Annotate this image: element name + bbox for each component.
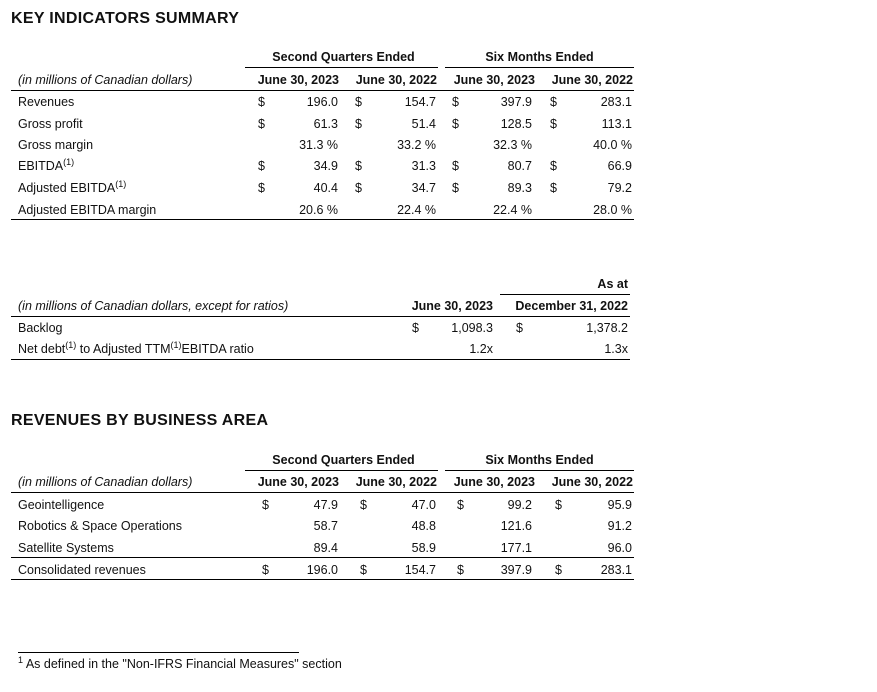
backlog-col-header-2: December 31, 2022 <box>515 299 628 313</box>
backlog-col-header-1: June 30, 2023 <box>411 299 493 313</box>
currency-symbol: $ <box>360 498 367 512</box>
ki-cell-value: 34.7 <box>411 181 436 195</box>
ki-row-label: Gross margin <box>18 138 94 152</box>
backlog-dollar-1: $ <box>412 321 419 335</box>
currency-symbol: $ <box>555 563 562 577</box>
rba-cell-value: 91.2 <box>607 519 632 533</box>
ki-header-rule <box>11 90 634 91</box>
rba-cell-value: 47.9 <box>313 498 338 512</box>
backlog-row-label: Backlog <box>18 321 63 335</box>
rba-row-label: Robotics & Space Operations <box>18 519 182 533</box>
currency-symbol: $ <box>550 181 557 195</box>
currency-symbol: $ <box>258 181 265 195</box>
currency-symbol: $ <box>457 563 464 577</box>
ki-cell-value: 66.9 <box>607 159 632 173</box>
currency-symbol: $ <box>355 181 362 195</box>
rba-col-header-3: June 30, 2023 <box>453 475 535 489</box>
backlog-header-rule <box>11 316 630 317</box>
ki-row-label: Adjusted EBITDA$^{(1)}$ <box>18 178 127 195</box>
ki-cell-value: 31.3 % <box>299 138 338 152</box>
rba-col-header-4: June 30, 2022 <box>551 475 633 489</box>
currency-symbol: $ <box>452 181 459 195</box>
rba-bottom-rule <box>11 579 634 580</box>
ki-group-underline-1 <box>245 67 438 68</box>
ki-cell-value: 40.4 <box>313 181 338 195</box>
currency-symbol: $ <box>262 498 269 512</box>
ki-cell-value: 32.3 % <box>493 138 532 152</box>
ki-row-label: EBITDA$^{(1)}$ <box>18 156 75 173</box>
currency-symbol: $ <box>457 498 464 512</box>
ki-cell-value: 28.0 % <box>593 203 632 217</box>
ki-row-label: Revenues <box>18 95 75 109</box>
backlog-value-1: 1,098.3 <box>451 321 493 335</box>
ki-cell-value: 89.3 <box>507 181 532 195</box>
footnote-separator <box>18 652 299 653</box>
currency-symbol: $ <box>258 95 265 109</box>
ki-cell-value: 397.9 <box>500 95 532 109</box>
ki-cell-value: 34.9 <box>313 159 338 173</box>
currency-symbol: $ <box>550 159 557 173</box>
ki-cell-value: 22.4 % <box>493 203 532 217</box>
rba-group-underline-1 <box>245 470 438 471</box>
rba-unit-label: (in millions of Canadian dollars) <box>18 475 193 489</box>
backlog-dollar-2: $ <box>516 321 523 335</box>
ki-cell-value: 20.6 % <box>299 203 338 217</box>
currency-symbol: $ <box>555 498 562 512</box>
rba-header-rule <box>11 492 634 493</box>
currency-symbol: $ <box>258 117 265 131</box>
net-debt-row-label: Net debt$^{(1)}$ to Adjusted TTM$^{(1)}$EBITDA ratio <box>18 339 254 356</box>
backlog-value-2: 1,378.2 <box>586 321 628 335</box>
currency-symbol: $ <box>550 117 557 131</box>
rba-cell-value: 47.0 <box>411 498 436 512</box>
rba-cell-value: 58.7 <box>313 519 338 533</box>
ki-cell-value: 22.4 % <box>397 203 436 217</box>
footnote-text: As defined in the "Non-IFRS Financial Measures" section <box>25 657 342 671</box>
rba-row-label: Satellite Systems <box>18 541 114 555</box>
backlog-unit-label: (in millions of Canadian dollars, except for ratios) <box>18 299 289 313</box>
rba-group-six-months: Six Months Ended <box>485 453 594 467</box>
revenues-by-area-title: REVENUES BY BUSINESS AREA <box>11 412 269 429</box>
currency-symbol: $ <box>452 95 459 109</box>
rba-row-label: Consolidated revenues <box>18 563 146 577</box>
ki-row-label: Adjusted EBITDA margin <box>18 203 157 217</box>
ki-cell-value: 283.1 <box>600 95 632 109</box>
rba-group-second-quarters: Second Quarters Ended <box>272 453 415 467</box>
rba-cell-value: 95.9 <box>607 498 632 512</box>
currency-symbol: $ <box>258 159 265 173</box>
ki-row-label: Gross profit <box>18 117 83 131</box>
ki-cell-value: 61.3 <box>313 117 338 131</box>
net-debt-value-1: 1.2x <box>469 342 493 356</box>
ki-group-underline-2 <box>445 67 634 68</box>
currency-symbol: $ <box>262 563 269 577</box>
ki-unit-label: (in millions of Canadian dollars) <box>18 73 193 87</box>
currency-symbol: $ <box>355 159 362 173</box>
backlog-as-at: As at <box>597 277 628 291</box>
ki-cell-value: 40.0 % <box>593 138 632 152</box>
ki-cell-value: 128.5 <box>500 117 532 131</box>
rba-cell-value: 196.0 <box>306 563 338 577</box>
rba-cell-value: 89.4 <box>313 541 338 555</box>
ki-cell-value: 113.1 <box>601 117 632 131</box>
key-indicators-title: KEY INDICATORS SUMMARY <box>11 10 240 27</box>
rba-row-label: Geointelligence <box>18 498 105 512</box>
ki-group-second-quarters: Second Quarters Ended <box>272 50 415 64</box>
ki-cell-value: 196.0 <box>306 95 338 109</box>
ki-col-header-4: June 30, 2022 <box>551 73 633 87</box>
net-debt-value-2: 1.3x <box>604 342 628 356</box>
ki-cell-value: 154.7 <box>404 95 436 109</box>
rba-cell-value: 96.0 <box>607 541 632 555</box>
backlog-bottom-rule <box>11 359 630 360</box>
currency-symbol: $ <box>360 563 367 577</box>
currency-symbol: $ <box>452 159 459 173</box>
currency-symbol: $ <box>355 117 362 131</box>
ki-col-header-1: June 30, 2023 <box>257 73 339 87</box>
ki-cell-value: 80.7 <box>507 159 532 173</box>
rba-cell-value: 121.6 <box>500 519 532 533</box>
rba-col-header-1: June 30, 2023 <box>257 475 339 489</box>
backlog-as-at-underline <box>500 294 630 295</box>
ki-col-header-2: June 30, 2022 <box>355 73 437 87</box>
ki-cell-value: 31.3 <box>411 159 436 173</box>
ki-cell-value: 33.2 % <box>397 138 436 152</box>
footnote-marker: 1 <box>18 654 24 665</box>
rba-cell-value: 58.9 <box>411 541 436 555</box>
ki-cell-value: 79.2 <box>607 181 632 195</box>
rba-cell-value: 154.7 <box>404 563 436 577</box>
currency-symbol: $ <box>355 95 362 109</box>
rba-cell-value: 48.8 <box>411 519 436 533</box>
rba-cell-value: 283.1 <box>600 563 632 577</box>
rba-cell-value: 99.2 <box>507 498 532 512</box>
currency-symbol: $ <box>550 95 557 109</box>
footnote <box>18 654 342 671</box>
ki-bottom-rule <box>11 219 634 220</box>
ki-cell-value: 51.4 <box>411 117 436 131</box>
rba-cell-value: 397.9 <box>500 563 532 577</box>
rba-subtotal-rule <box>11 557 634 558</box>
currency-symbol: $ <box>452 117 459 131</box>
rba-cell-value: 177.1 <box>500 541 532 555</box>
ki-group-six-months: Six Months Ended <box>485 50 594 64</box>
rba-col-header-2: June 30, 2022 <box>355 475 437 489</box>
rba-group-underline-2 <box>445 470 634 471</box>
ki-col-header-3: June 30, 2023 <box>453 73 535 87</box>
